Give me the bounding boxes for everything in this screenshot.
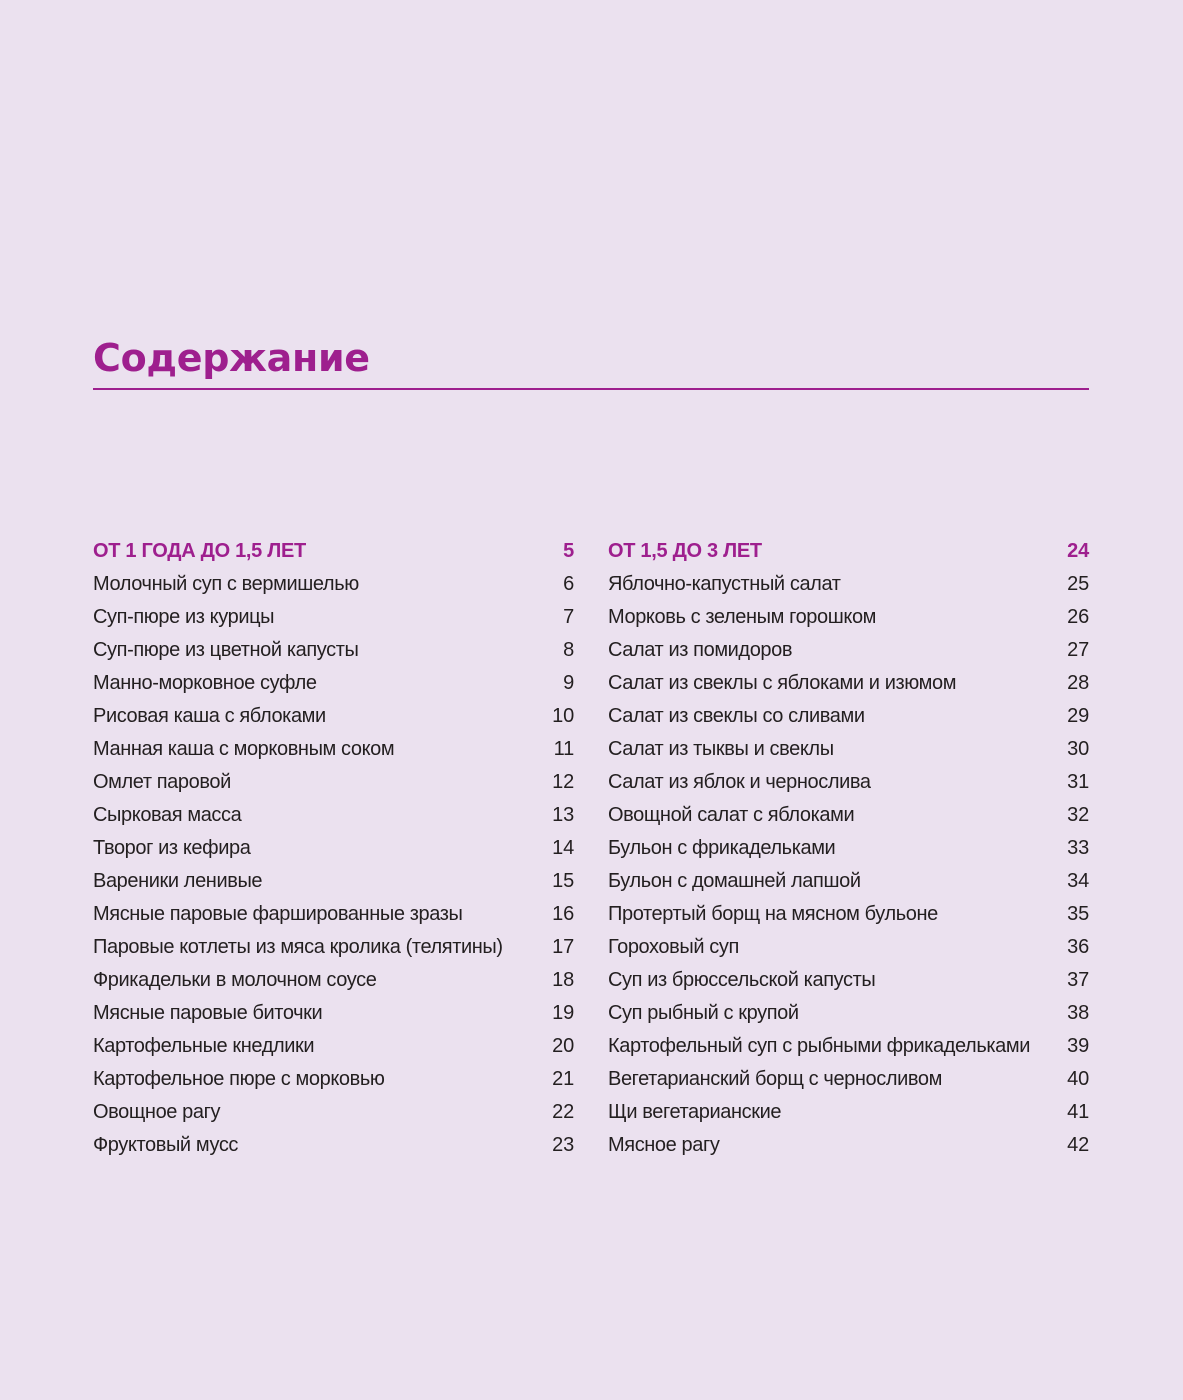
toc-entry-title: Манная каша с морковным соком [93, 738, 395, 760]
toc-column-left [93, 535, 574, 1162]
toc-entry[interactable] [93, 865, 574, 898]
toc-page-number: 22 [552, 1101, 574, 1123]
toc-entry[interactable] [608, 766, 1089, 799]
toc-entry[interactable] [93, 667, 574, 700]
toc-page-number: 36 [1067, 936, 1089, 958]
toc-entry-title: ОТ 1,5 ДО 3 ЛЕТ [608, 540, 762, 562]
toc-entry-title: Мясные паровые биточки [93, 1002, 323, 1024]
toc-entry-title: Паровые котлеты из мяса кролика (телятины) [93, 936, 503, 958]
toc-page-number: 38 [1067, 1002, 1089, 1024]
toc-entry[interactable] [93, 733, 574, 766]
toc-page-number: 19 [552, 1002, 574, 1024]
toc-entry[interactable] [608, 964, 1089, 997]
toc-entry-title: Салат из яблок и чернослива [608, 771, 871, 793]
toc-entry-title: Бульон с домашней лапшой [608, 870, 861, 892]
toc-page-number: 32 [1067, 804, 1089, 826]
toc-entry-title: Молочный суп с вермишелью [93, 573, 359, 595]
toc-entry-title: Салат из свеклы с яблоками и изюмом [608, 672, 957, 694]
toc-entry-title: Творог из кефира [93, 837, 251, 859]
toc-entry-title: Мясные паровые фаршированные зразы [93, 903, 463, 925]
toc-page-number: 35 [1067, 903, 1089, 925]
toc-entry[interactable] [608, 865, 1089, 898]
toc-page-number: 6 [563, 573, 574, 595]
toc-page-number: 30 [1067, 738, 1089, 760]
toc-entry[interactable] [608, 667, 1089, 700]
toc-entry[interactable] [608, 733, 1089, 766]
title-underline [93, 388, 1089, 390]
toc-section-heading[interactable] [608, 535, 1089, 568]
toc-page-number: 23 [552, 1134, 574, 1156]
toc-entry-title: Протертый борщ на мясном бульоне [608, 903, 938, 925]
toc-page-number: 29 [1067, 705, 1089, 727]
toc-entry[interactable] [608, 997, 1089, 1030]
toc-page-number: 21 [552, 1068, 574, 1090]
toc-entry[interactable] [93, 1063, 574, 1096]
toc-column-right [608, 535, 1089, 1162]
toc-page-number: 20 [552, 1035, 574, 1057]
toc-page-number: 5 [563, 540, 574, 562]
toc-page-number: 31 [1067, 771, 1089, 793]
toc-page-number: 33 [1067, 837, 1089, 859]
toc-page-number: 7 [563, 606, 574, 628]
toc-page-number: 39 [1067, 1035, 1089, 1057]
toc-entry-title: Манно-морковное суфле [93, 672, 317, 694]
toc-page-number: 15 [552, 870, 574, 892]
toc-entry[interactable] [93, 1030, 574, 1063]
toc-entry[interactable] [608, 1063, 1089, 1096]
toc-entry-title: Салат из помидоров [608, 639, 793, 661]
toc-entry-title: Вареники ленивые [93, 870, 263, 892]
toc-entry-title: Бульон с фрикадельками [608, 837, 836, 859]
toc-entry[interactable] [93, 997, 574, 1030]
toc-entry[interactable] [93, 832, 574, 865]
toc-page-number: 42 [1067, 1134, 1089, 1156]
toc-entry-title: Щи вегетарианские [608, 1101, 782, 1123]
toc-page-number: 12 [552, 771, 574, 793]
toc-entry-title: Гороховый суп [608, 936, 739, 958]
toc-page-number: 16 [552, 903, 574, 925]
toc-page-number: 25 [1067, 573, 1089, 595]
toc-entry-title: Омлет паровой [93, 771, 231, 793]
toc-entry[interactable] [608, 898, 1089, 931]
toc-entry[interactable] [93, 634, 574, 667]
toc-page-number: 37 [1067, 969, 1089, 991]
toc-page-number: 24 [1067, 540, 1089, 562]
toc-entry-title: Картофельное пюре с морковью [93, 1068, 385, 1090]
toc-page-number: 17 [552, 936, 574, 958]
toc-page-number: 13 [552, 804, 574, 826]
toc-page-number: 26 [1067, 606, 1089, 628]
toc-page-number: 11 [553, 738, 574, 760]
toc-entry-title: Яблочно-капустный салат [608, 573, 841, 595]
toc-entry-title: Фруктовый мусс [93, 1134, 239, 1156]
toc-entry[interactable] [608, 601, 1089, 634]
toc-entry-title: Овощное рагу [93, 1101, 221, 1123]
toc-entry[interactable] [608, 568, 1089, 601]
toc-entry-title: Картофельный суп с рыбными фрикадельками [608, 1035, 1030, 1057]
toc-page-number: 40 [1067, 1068, 1089, 1090]
toc-page-number: 34 [1067, 870, 1089, 892]
toc-page-number: 8 [563, 639, 574, 661]
toc-entry[interactable] [608, 1129, 1089, 1162]
toc-entry[interactable] [608, 832, 1089, 865]
toc-entry-title: Фрикадельки в молочном соусе [93, 969, 377, 991]
toc-page-number: 10 [552, 705, 574, 727]
toc-entry[interactable] [93, 1096, 574, 1129]
toc-entry[interactable] [93, 1129, 574, 1162]
toc-entry-title: Суп из брюссельской капусты [608, 969, 876, 991]
toc-entry-title: Сырковая масса [93, 804, 242, 826]
toc-entry-title: Картофельные кнедлики [93, 1035, 315, 1057]
toc-page-number: 9 [563, 672, 574, 694]
toc-page-number: 18 [552, 969, 574, 991]
toc-entry-title: Салат из свеклы со сливами [608, 705, 865, 727]
toc-entry[interactable] [608, 799, 1089, 832]
toc-entry[interactable] [608, 1096, 1089, 1129]
toc-page-number: 41 [1067, 1101, 1089, 1123]
toc-page-number: 14 [552, 837, 574, 859]
toc-entry-title: Суп-пюре из цветной капусты [93, 639, 359, 661]
toc-entry-title: Вегетарианский борщ с черносливом [608, 1068, 942, 1090]
toc-entry-title: Морковь с зеленым горошком [608, 606, 877, 628]
toc-entry-title: Рисовая каша с яблоками [93, 705, 326, 727]
toc-page-number: 28 [1067, 672, 1089, 694]
toc-entry-title: ОТ 1 ГОДА ДО 1,5 ЛЕТ [93, 540, 306, 562]
toc-entry[interactable] [93, 964, 574, 997]
toc-entry[interactable] [93, 799, 574, 832]
toc-entry[interactable] [93, 568, 574, 601]
toc-entry-title: Суп рыбный с крупой [608, 1002, 799, 1024]
toc-entry[interactable] [608, 700, 1089, 733]
toc-entry-title: Суп-пюре из курицы [93, 606, 275, 628]
toc-entry[interactable] [93, 898, 574, 931]
toc-entry[interactable] [93, 931, 574, 964]
toc-entry[interactable] [608, 634, 1089, 667]
page-title: Содержание [93, 336, 370, 380]
toc-section-heading[interactable] [93, 535, 574, 568]
toc-entry[interactable] [93, 766, 574, 799]
toc-entry-title: Салат из тыквы и свеклы [608, 738, 834, 760]
toc-entry[interactable] [93, 700, 574, 733]
toc-entry[interactable] [608, 1030, 1089, 1063]
toc-entry[interactable] [608, 931, 1089, 964]
toc-page-number: 27 [1067, 639, 1089, 661]
toc-entry-title: Мясное рагу [608, 1134, 720, 1156]
toc-entry-title: Овощной салат с яблоками [608, 804, 855, 826]
toc-entry[interactable] [93, 601, 574, 634]
